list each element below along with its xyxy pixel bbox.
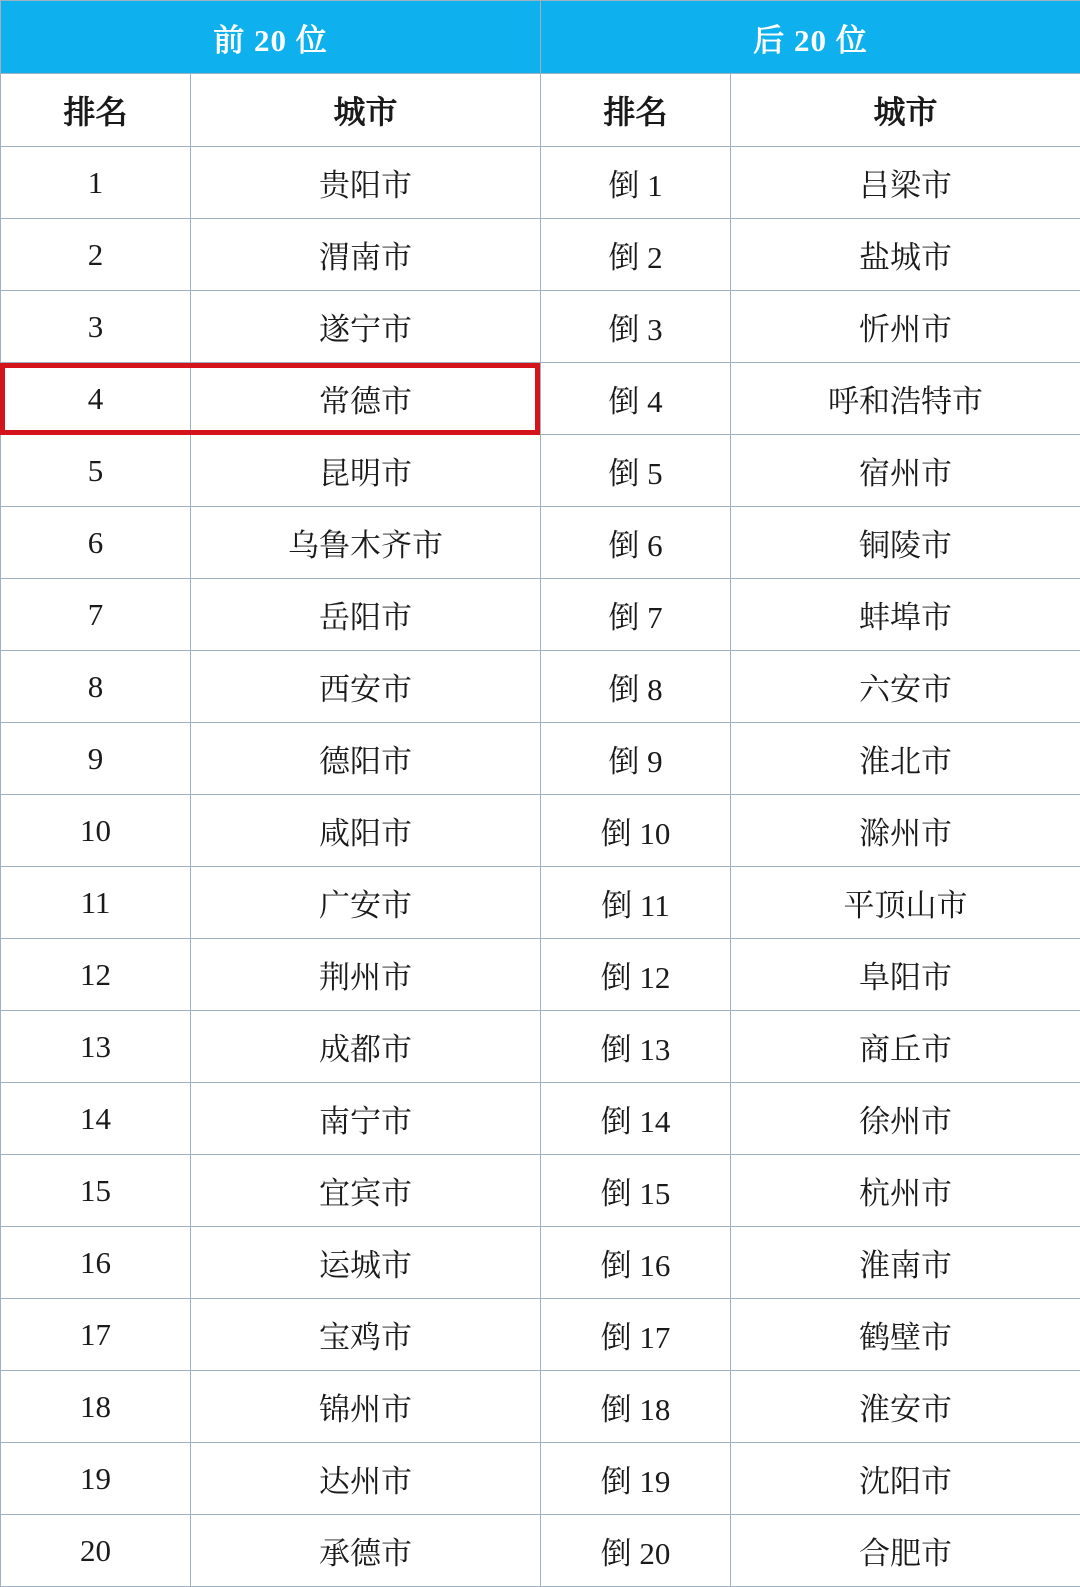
table-row: [1, 867, 1080, 939]
table-row: [1, 1299, 1080, 1371]
city-right: 平顶山市: [731, 867, 1080, 939]
table-row: [1, 1371, 1080, 1443]
column-header-rank-right: 排名: [541, 74, 731, 147]
column-header-row: [1, 74, 1080, 147]
city-right: 蚌埠市: [731, 579, 1080, 651]
city-right: 铜陵市: [731, 507, 1080, 579]
city-left: 成都市: [191, 1011, 541, 1083]
rank-left: 7: [1, 579, 191, 651]
city-right: 宿州市: [731, 435, 1080, 507]
group-header-top20: 前 20 位: [1, 1, 541, 74]
city-right: 呼和浩特市: [731, 363, 1080, 435]
city-right: 六安市: [731, 651, 1080, 723]
rank-left: 19: [1, 1443, 191, 1515]
column-header-rank-left: 排名: [1, 74, 191, 147]
city-right: 滁州市: [731, 795, 1080, 867]
rank-right: 倒 7: [541, 579, 731, 651]
rank-left: 15: [1, 1155, 191, 1227]
rank-right: 倒 20: [541, 1515, 731, 1587]
rank-right: 倒 3: [541, 291, 731, 363]
city-right: 合肥市: [731, 1515, 1080, 1587]
rank-left: 13: [1, 1011, 191, 1083]
table-row: [1, 1083, 1080, 1155]
table-row: [1, 507, 1080, 579]
city-left: 南宁市: [191, 1083, 541, 1155]
table-row: [1, 147, 1080, 219]
city-left: 贵阳市: [191, 147, 541, 219]
table-row: [1, 723, 1080, 795]
rank-left: 8: [1, 651, 191, 723]
city-left: 德阳市: [191, 723, 541, 795]
city-left: 乌鲁木齐市: [191, 507, 541, 579]
rank-left: 3: [1, 291, 191, 363]
rank-right: 倒 14: [541, 1083, 731, 1155]
rank-right: 倒 15: [541, 1155, 731, 1227]
rank-left: 6: [1, 507, 191, 579]
table-row: [1, 363, 1080, 435]
city-left: 达州市: [191, 1443, 541, 1515]
rank-right: 倒 9: [541, 723, 731, 795]
rank-left: 9: [1, 723, 191, 795]
city-left: 渭南市: [191, 219, 541, 291]
rank-right: 倒 6: [541, 507, 731, 579]
rank-right: 倒 12: [541, 939, 731, 1011]
rank-left: 12: [1, 939, 191, 1011]
column-header-city-right: 城市: [731, 74, 1080, 147]
rank-left: 20: [1, 1515, 191, 1587]
rank-left: 14: [1, 1083, 191, 1155]
city-right: 徐州市: [731, 1083, 1080, 1155]
city-left: 昆明市: [191, 435, 541, 507]
rank-right: 倒 18: [541, 1371, 731, 1443]
group-header-row: [1, 1, 1080, 74]
rank-right: 倒 17: [541, 1299, 731, 1371]
rank-right: 倒 19: [541, 1443, 731, 1515]
table-header: [1, 1, 1080, 147]
rank-left: 17: [1, 1299, 191, 1371]
city-right: 鹤壁市: [731, 1299, 1080, 1371]
rank-left: 2: [1, 219, 191, 291]
rank-left: 5: [1, 435, 191, 507]
rank-left: 10: [1, 795, 191, 867]
rank-right: 倒 11: [541, 867, 731, 939]
city-left: 咸阳市: [191, 795, 541, 867]
city-right: 淮安市: [731, 1371, 1080, 1443]
city-left: 承德市: [191, 1515, 541, 1587]
city-left: 遂宁市: [191, 291, 541, 363]
rank-right: 倒 8: [541, 651, 731, 723]
city-left: 宜宾市: [191, 1155, 541, 1227]
city-left: 西安市: [191, 651, 541, 723]
rank-left: 16: [1, 1227, 191, 1299]
rank-left: 1: [1, 147, 191, 219]
table-row: [1, 651, 1080, 723]
table-body: [1, 147, 1080, 1587]
rank-right: 倒 13: [541, 1011, 731, 1083]
table-row: [1, 1227, 1080, 1299]
table-row: [1, 1155, 1080, 1227]
city-left: 宝鸡市: [191, 1299, 541, 1371]
city-right: 吕梁市: [731, 147, 1080, 219]
rank-right: 倒 5: [541, 435, 731, 507]
city-right: 盐城市: [731, 219, 1080, 291]
table-row: [1, 1443, 1080, 1515]
city-right: 商丘市: [731, 1011, 1080, 1083]
city-left: 运城市: [191, 1227, 541, 1299]
city-left: 荆州市: [191, 939, 541, 1011]
table-row: [1, 435, 1080, 507]
rank-left: 11: [1, 867, 191, 939]
column-header-city-left: 城市: [191, 74, 541, 147]
table-row: [1, 219, 1080, 291]
city-right: 淮南市: [731, 1227, 1080, 1299]
city-left: 岳阳市: [191, 579, 541, 651]
city-left: 广安市: [191, 867, 541, 939]
group-header-bottom20: 后 20 位: [541, 1, 1080, 74]
rank-right: 倒 16: [541, 1227, 731, 1299]
city-left: 锦州市: [191, 1371, 541, 1443]
table-row: [1, 1011, 1080, 1083]
city-right: 忻州市: [731, 291, 1080, 363]
rank-right: 倒 1: [541, 147, 731, 219]
table-row: [1, 579, 1080, 651]
table-row: [1, 939, 1080, 1011]
rank-left: 4: [1, 363, 191, 435]
rank-right: 倒 2: [541, 219, 731, 291]
city-left: 常德市: [191, 363, 541, 435]
table-row: [1, 291, 1080, 363]
city-right: 淮北市: [731, 723, 1080, 795]
rank-right: 倒 10: [541, 795, 731, 867]
city-right: 杭州市: [731, 1155, 1080, 1227]
city-right: 阜阳市: [731, 939, 1080, 1011]
city-right: 沈阳市: [731, 1443, 1080, 1515]
rank-left: 18: [1, 1371, 191, 1443]
table-row: [1, 795, 1080, 867]
rank-right: 倒 4: [541, 363, 731, 435]
table-row: [1, 1515, 1080, 1587]
